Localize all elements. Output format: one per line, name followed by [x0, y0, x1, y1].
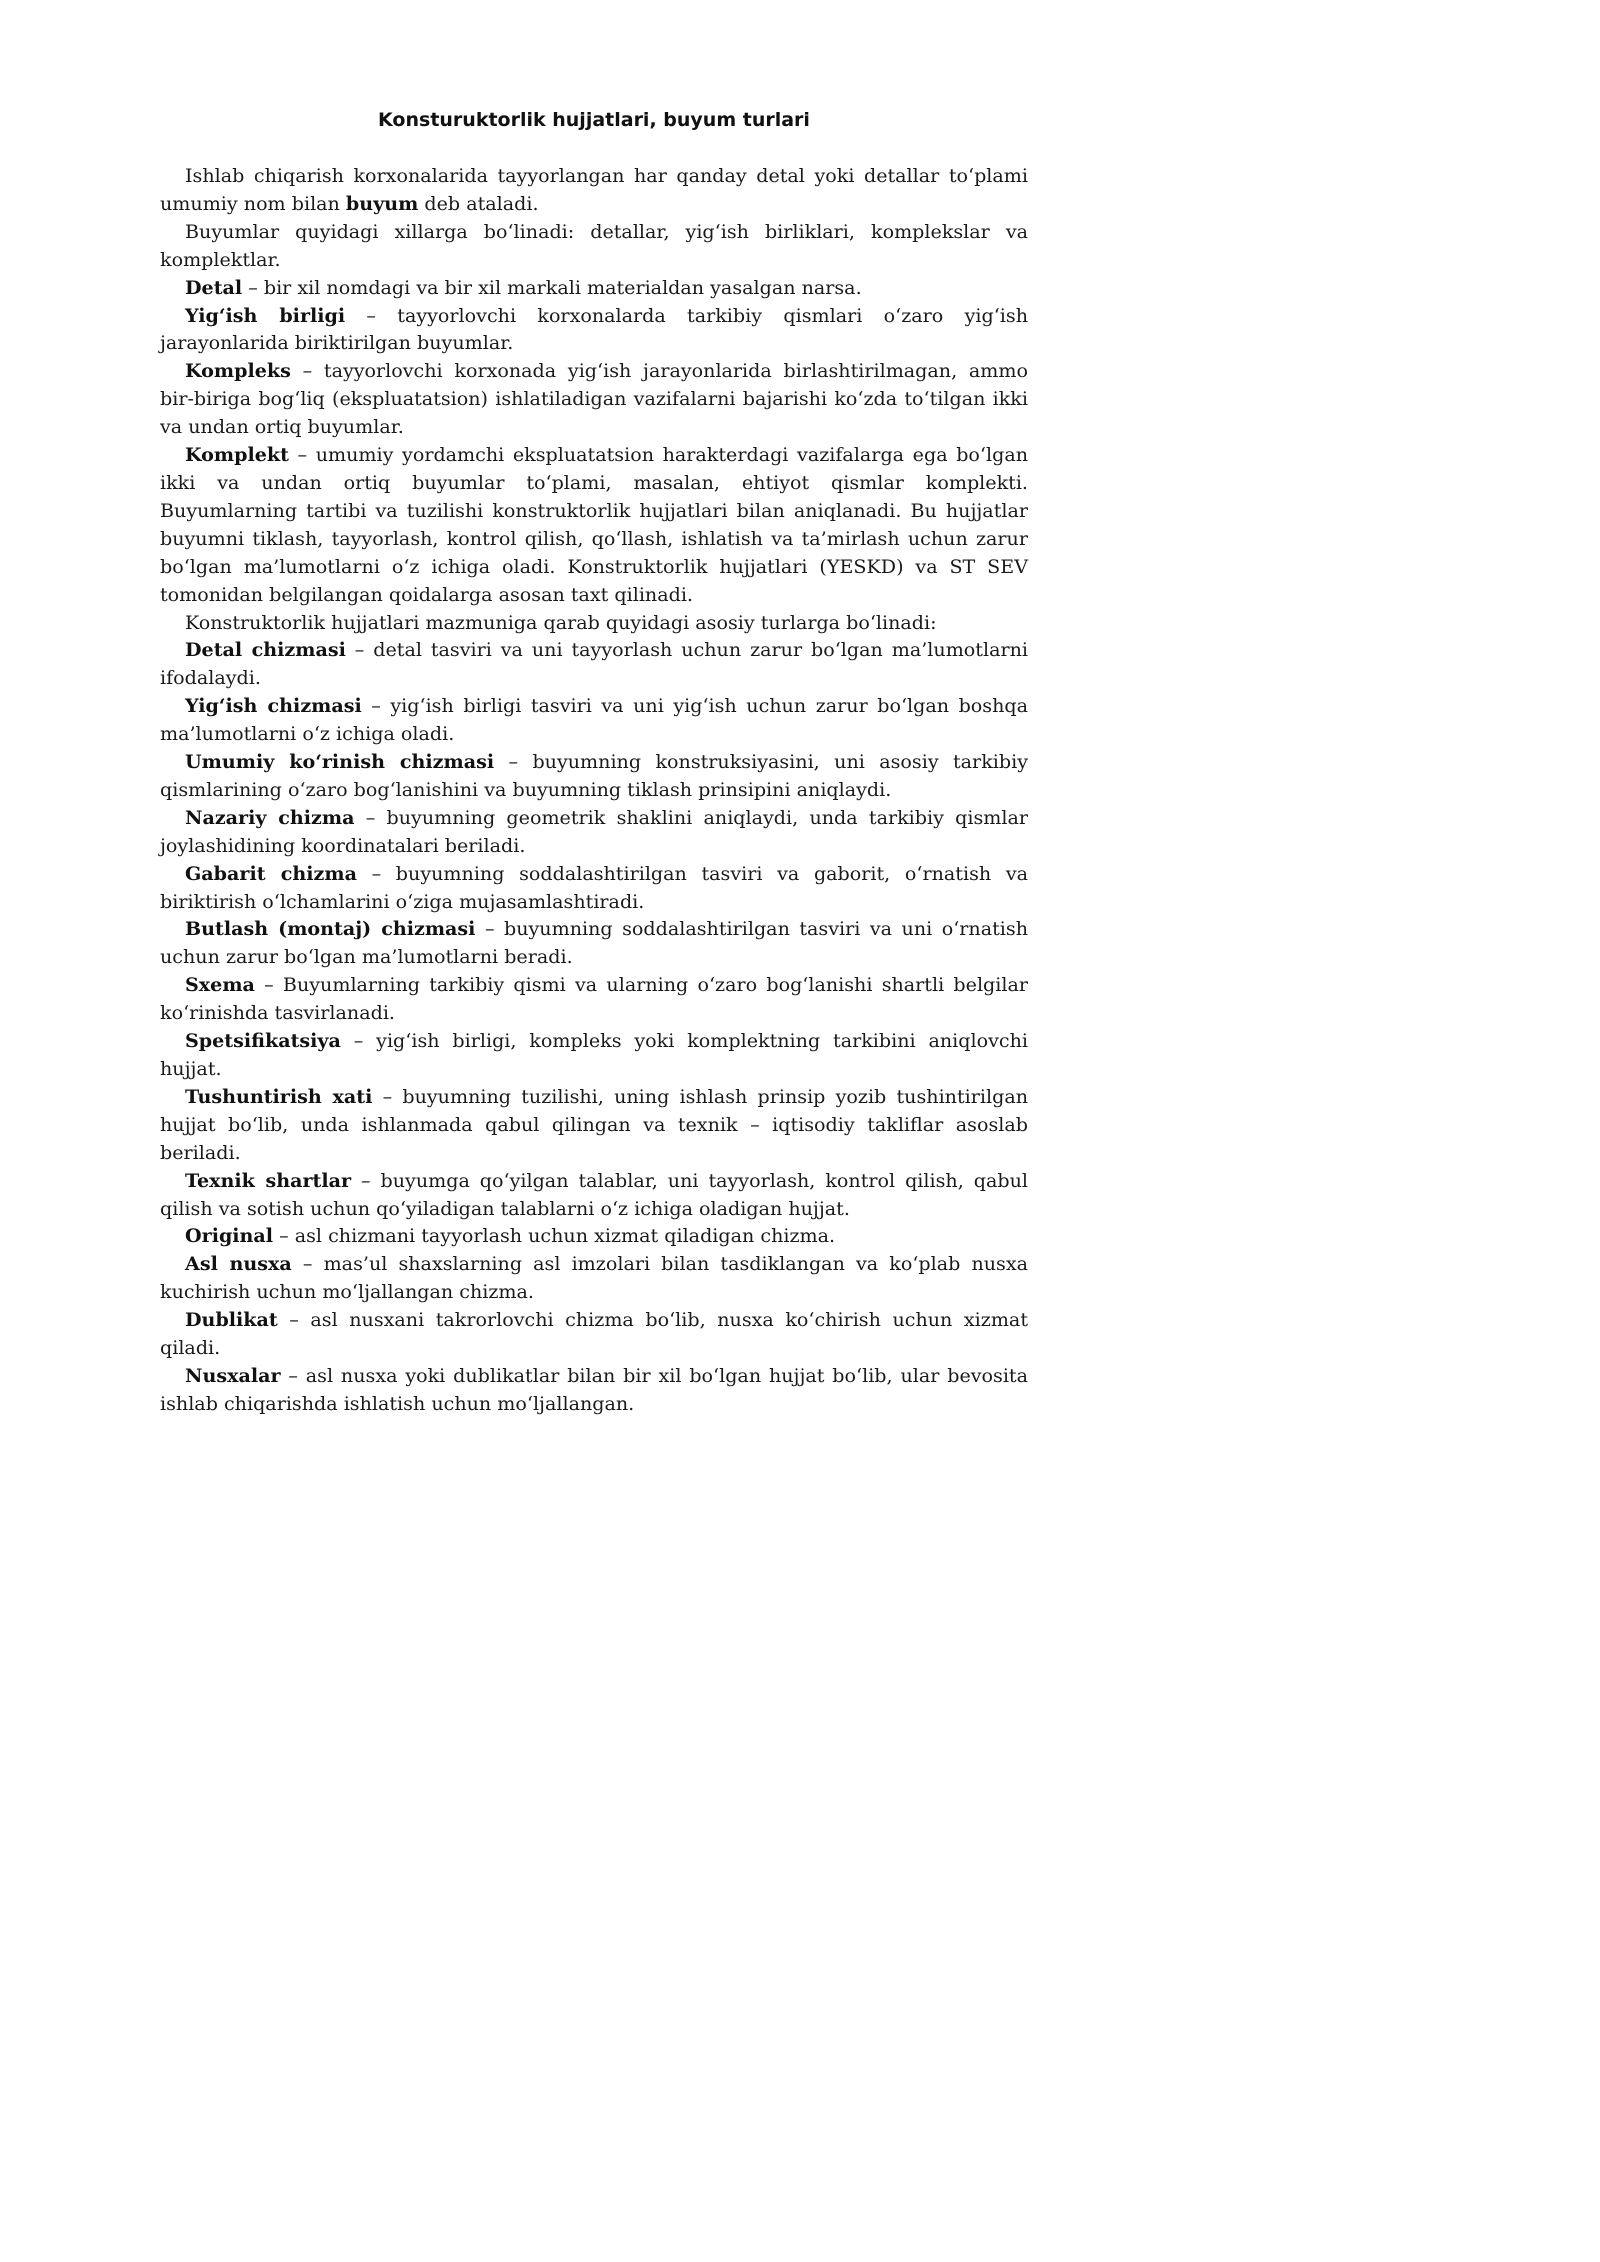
document-body — [160, 162, 1028, 1418]
paragraph-text: – mas’ul shaxslarning asl imzolari bilan tasdiklangan va ko‘plab nusxa kuchirish uchun mo‘ljallangan chizma. — [160, 1252, 1029, 1304]
paragraph-text: – tayyorlovchi korxonada yig‘ish jarayonlarida birlashtirilmagan, ammo bir-biriga bog‘liq (ekspluatatsion) ishlatiladigan vazifalarni bajarishi ko‘zda to‘tilgan ikki va undan ortiq buyumlar. — [160, 359, 1028, 439]
paragraph-umumiy-korinish — [160, 748, 1028, 804]
paragraph-asl-nusxa — [160, 1250, 1028, 1306]
paragraph-text: deb ataladi. — [418, 191, 539, 215]
term-kompleks: Kompleks — [185, 359, 291, 383]
paragraph-texnik-shartlar — [160, 1167, 1028, 1223]
paragraph-text: – buyumga qo‘yilgan talablar, uni tayyorlash, kontrol qilish, qabul qilish va sotish uchun qo‘yiladigan talablarni o‘z ichiga oladigan hujjat. — [160, 1168, 1028, 1220]
document-title: Konsturuktorlik hujjatlari, buyum turlari — [378, 109, 810, 131]
paragraph-text: Konstruktorlik hujjatlari mazmuniga qarab quyidagi asosiy turlarga bo‘linadi: — [185, 610, 937, 634]
term-nazariy-chizma: Nazariy chizma — [185, 805, 355, 829]
paragraph-text: Ishlab chiqarish korxonalarida tayyorlangan har qanday detal yoki detallar to‘plami umumiy nom bilan — [160, 164, 1028, 215]
term-asl-nusxa: Asl nusxa — [185, 1252, 292, 1276]
term-yigish-chizmasi: Yig‘ish chizmasi — [185, 694, 362, 718]
paragraph-text: – bir xil nomdagi va bir xil markali materialdan yasalgan narsa. — [242, 275, 862, 299]
paragraph-tushuntirish-xati — [160, 1083, 1028, 1167]
paragraph-yigish-chizmasi — [160, 692, 1028, 748]
term-sxema: Sxema — [185, 973, 255, 997]
term-buyum: buyum — [345, 191, 419, 215]
paragraph-dublikat — [160, 1306, 1028, 1362]
paragraph-text: – buyumning soddalashtirilgan tasviri va uni o‘rnatish uchun zarur bo‘lgan ma’lumotlarni beradi. — [160, 917, 1028, 969]
term-detal-chizmasi: Detal chizmasi — [185, 638, 346, 662]
term-detal: Detal — [185, 275, 243, 299]
term-umumiy-korinish-chizmasi: Umumiy ko‘rinish chizmasi — [185, 750, 495, 774]
paragraph-text: – buyumning soddalashtirilgan tasviri va gaborit, o‘rnatish va biriktirish o‘lchamlarini o‘ziga mujasamlashtiradi. — [160, 861, 1028, 913]
paragraph-text: – buyumning konstruksiyasini, uni asosiy tarkibiy qismlarining o‘zaro bog‘lanishini va buyumning tiklash prinsipini aniqlaydi. — [160, 750, 1028, 801]
paragraph-spetsifikatsiya — [160, 1027, 1028, 1083]
paragraph-text: – tayyorlovchi korxonalarda tarkibiy qismlari o‘zaro yig‘ish jarayonlarida biriktirilgan buyumlar. — [160, 303, 1028, 355]
paragraph-butlash-chizmasi — [160, 915, 1028, 971]
paragraph-text: – yig‘ish birligi, kompleks yoki komplektning tarkibini aniqlovchi hujjat. — [160, 1029, 1028, 1080]
term-original: Original — [185, 1224, 274, 1248]
paragraph-text: – yig‘ish birligi tasviri va uni yig‘ish uchun zarur bo‘lgan boshqa ma’lumotlarni o‘z ichiga oladi. — [160, 694, 1028, 746]
paragraph-text: Buyumlar quyidagi xillarga bo‘linadi: detallar, yig‘ish birliklari, komplekslar va komplektlar. — [160, 219, 1028, 271]
term-dublikat: Dublikat — [185, 1308, 278, 1332]
term-butlash-chizmasi: Butlash (montaj) chizmasi — [185, 917, 476, 941]
paragraph-detal-chizmasi — [160, 636, 1028, 692]
paragraph-text: – buyumning tuzilishi, uning ishlash prinsip yozib tushintirilgan hujjat bo‘lib, unda ishlanmada qabul qilingan va texnik – iqtisodiy takliflar asoslab beriladi. — [160, 1084, 1028, 1164]
term-texnik-shartlar: Texnik shartlar — [185, 1168, 352, 1192]
paragraph-text: – Buyumlarning tarkibiy qismi va ularning o‘zaro bog‘lanishi shartli belgilar ko‘rinishda tasvirlanadi. — [160, 973, 1028, 1025]
term-tushuntirish-xati: Tushuntirish xati — [185, 1084, 373, 1108]
paragraph-sxema — [160, 971, 1028, 1027]
paragraph-detal — [160, 274, 1028, 302]
term-spetsifikatsiya: Spetsifikatsiya — [185, 1029, 341, 1053]
term-nusxalar: Nusxalar — [185, 1363, 281, 1387]
paragraph-text: – asl chizmani tayyorlash uchun xizmat qiladigan chizma. — [273, 1224, 836, 1248]
paragraph-text: – asl nusxa yoki dublikatlar bilan bir xil bo‘lgan hujjat bo‘lib, ular bevosita ishlab chiqarishda ishlatish uchun mo‘ljallangan. — [160, 1363, 1028, 1415]
paragraph-buyum-types — [160, 218, 1028, 274]
document-page — [0, 0, 1100, 1555]
paragraph-hujjat-turlari — [160, 609, 1028, 637]
paragraph-nusxalar — [160, 1362, 1028, 1418]
paragraph-text: – asl nusxani takrorlovchi chizma bo‘lib, nusxa ko‘chirish uchun xizmat qiladi. — [160, 1308, 1028, 1360]
paragraph-original — [160, 1222, 1028, 1250]
paragraph-text: – buyumning geometrik shaklini aniqlaydi, unda tarkibiy qismlar joylashidining koordinatalari beriladi. — [160, 805, 1028, 857]
paragraph-text: – detal tasviri va uni tayyorlash uchun zarur bo‘lgan ma’lumotlarni ifodalaydi. — [160, 638, 1028, 690]
paragraph-gabarit-chizma — [160, 860, 1028, 916]
paragraph-komplekt — [160, 441, 1028, 608]
term-yigish-birligi: Yig‘ish birligi — [185, 303, 346, 327]
paragraph-kompleks — [160, 357, 1028, 441]
paragraph-text: – umumiy yordamchi ekspluatatsion harakterdagi vazifalarga ega bo‘lgan ikki va undan ortiq buyumlar to‘plami, masalan, ehtiyot qismlar komplekti. Buyumlarning tartibi va tuzilishi konstruktorlik hujjatlari bilan aniqlanadi. Bu hujjatlar buyumni tiklash, tayyorlash, kontrol qilish, qo‘llash, ishlatish va ta’mirlash uchun zarur bo‘lgan ma’lumotlarni o‘z ichiga oladi. Konstruktorlik hujjatlari (YESKD) va ST SEV tomonidan belgilangan qoidalarga asosan taxt qilinadi. — [160, 443, 1028, 606]
paragraph-nazariy-chizma — [160, 804, 1028, 860]
paragraph-yigish-birligi — [160, 302, 1028, 358]
term-gabarit-chizma: Gabarit chizma — [185, 861, 357, 885]
paragraph-buyum-definition — [160, 162, 1028, 218]
term-komplekt: Komplekt — [185, 443, 289, 467]
